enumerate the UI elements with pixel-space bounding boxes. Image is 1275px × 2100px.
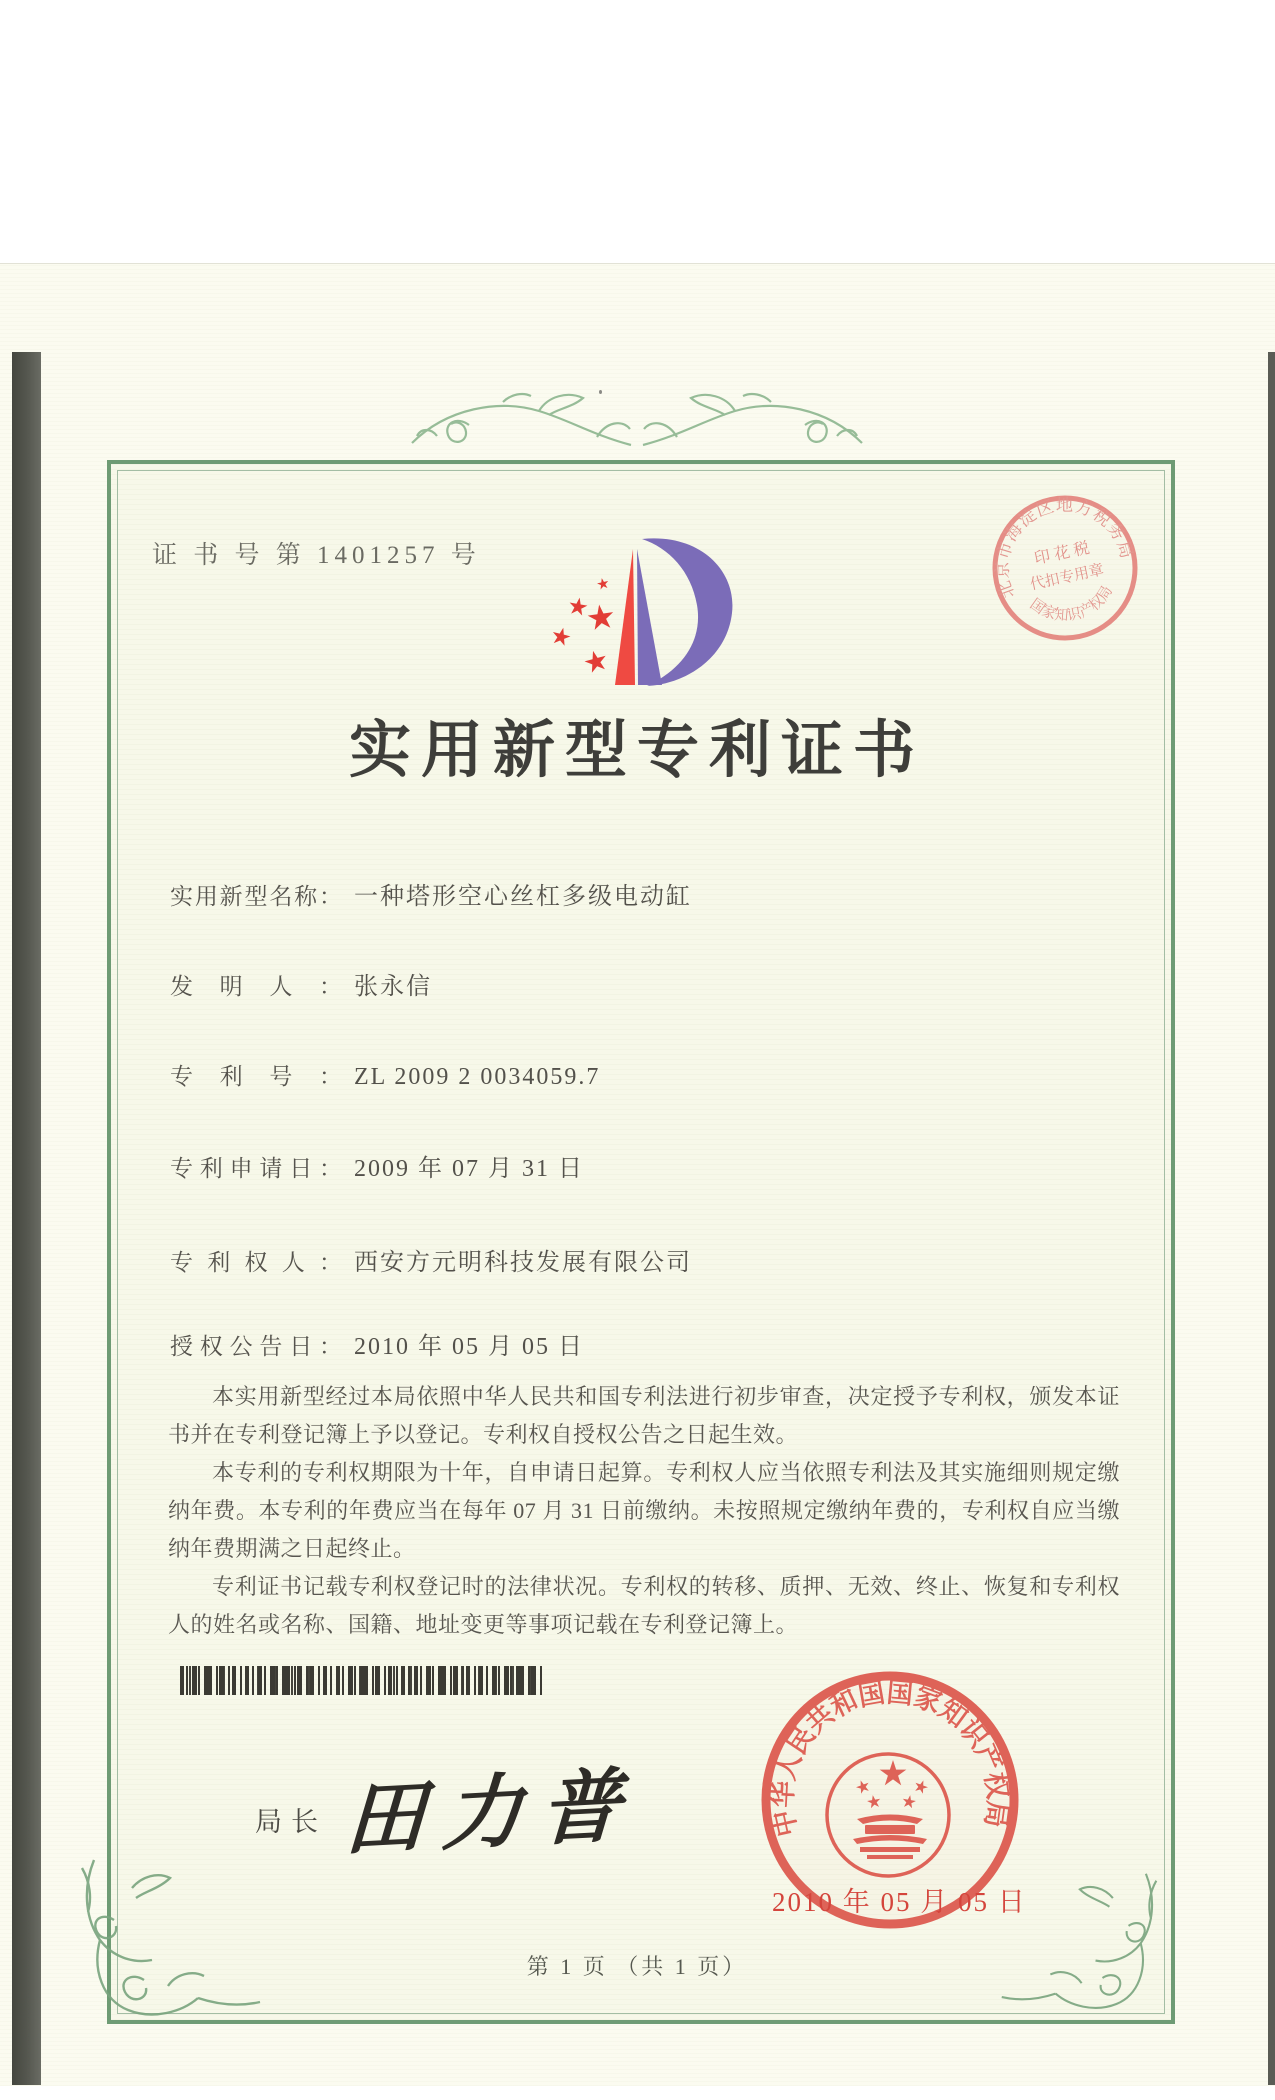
certificate-title: 实用新型专利证书 — [348, 717, 925, 785]
tax-stamp-line1: 印 花 税 — [1032, 539, 1092, 568]
scanner-edge-sliver — [1268, 352, 1275, 2085]
field-value: ZL 2009 2 0034059.7 — [354, 1064, 601, 1090]
tax-withholding-stamp — [983, 490, 1151, 652]
director-signature: 田力普 — [342, 1762, 641, 1866]
certificate-number: 证 书 号 第 1401257 号 — [152, 542, 481, 569]
field-filing-date — [170, 1148, 584, 1183]
field-label: 授权公告日： — [170, 1334, 342, 1359]
top-flourish-ornament — [407, 386, 867, 474]
field-inventor — [170, 966, 432, 1001]
field-grant-publication-date — [170, 1326, 584, 1361]
tax-stamp-arc-top: 北京市海淀区地方税务局 — [992, 495, 1137, 602]
field-utility-model-name — [170, 876, 692, 911]
legal-text-block — [168, 1378, 1120, 1644]
field-value: 西安方元明科技发展有限公司 — [354, 1250, 692, 1276]
tax-stamp-line2: 代扣专用章 — [1028, 562, 1106, 594]
seal-date: 2010 年 05 月 05 日 — [772, 1887, 1027, 1917]
seal-ring-text: 中华人民共和国国家知识产权局 — [767, 1677, 1013, 1840]
legal-paragraph-3: 专利证书记载专利权登记时的法律状况。专利权的转移、质押、无效、终止、恢复和专利权人的姓名或名称、国籍、地址变更等事项记载在专利登记簿上。 — [168, 1574, 1120, 1637]
certificate-barcode — [180, 1666, 542, 1695]
tax-stamp-arc-bottom: 国家知识产权局 — [1026, 582, 1117, 625]
field-value: 一种塔形空心丝杠多级电动缸 — [354, 884, 692, 910]
field-label: 专利申请日： — [170, 1156, 342, 1181]
field-patent-number — [170, 1058, 600, 1091]
scanner-edge-band — [12, 352, 41, 2085]
field-value: 2010 年 05 月 05 日 — [354, 1334, 584, 1360]
director-role-label: 局长 — [255, 1807, 327, 1837]
patent-office-logo — [545, 533, 745, 691]
field-value: 张永信 — [354, 974, 432, 1000]
field-label: 实用新型名称： — [170, 884, 342, 909]
field-label: 专利权人： — [170, 1250, 342, 1275]
field-patentee — [170, 1242, 692, 1277]
legal-paragraph-2: 本专利的专利权期限为十年，自申请日起算。专利权人应当依照专利法及其实施细则规定缴纳年费。本专利的年费应当在每年 07 月 31 日前缴纳。未按照规定缴纳年费的，专利权自应当缴纳年费期满之日起终止。 — [168, 1460, 1120, 1561]
page-footer: 第 1 页 （共 1 页） — [526, 1954, 748, 1979]
field-label: 专利号： — [170, 1064, 342, 1089]
field-label: 发明人： — [170, 974, 342, 999]
field-value: 2009 年 07 月 31 日 — [354, 1156, 584, 1182]
legal-paragraph-1: 本实用新型经过本局依照中华人民共和国专利法进行初步审查，决定授予专利权，颁发本证书并在专利登记簿上予以登记。专利权自授权公告之日起生效。 — [168, 1384, 1120, 1447]
